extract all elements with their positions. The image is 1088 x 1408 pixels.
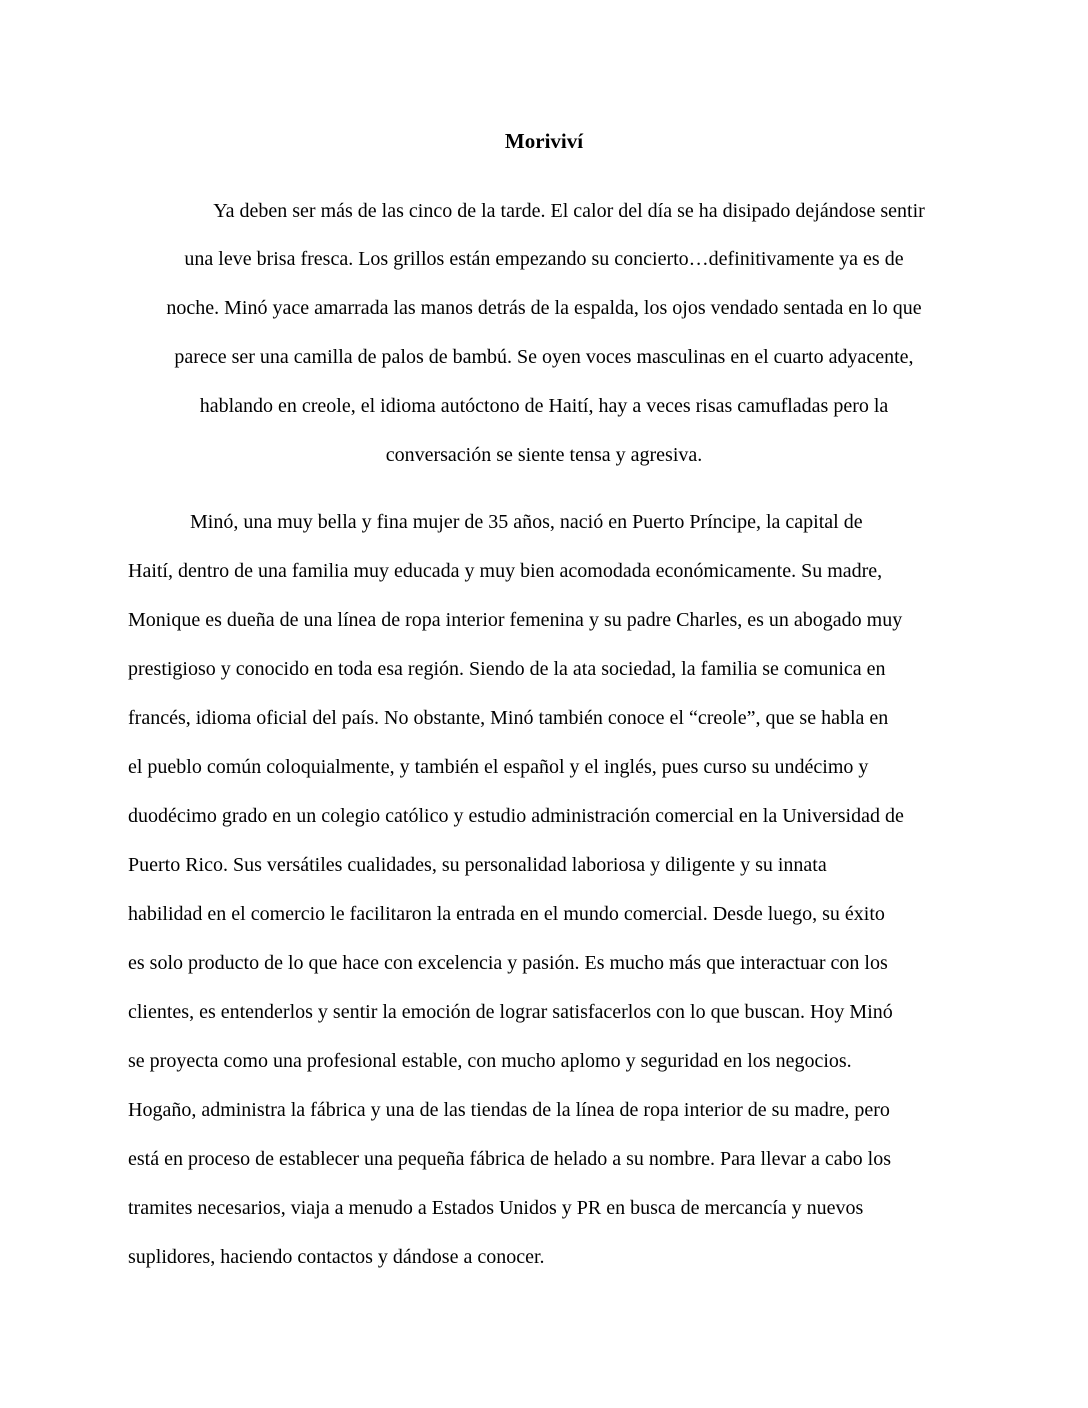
paragraph-2-line-12: se proyecta como una profesional estable, con mucho aplomo y seguridad en los negocios. — [128, 1050, 852, 1072]
paragraph-2-line-16: suplidores, haciendo contactos y dándose a conocer. — [128, 1246, 545, 1268]
paragraph-2-line-1: Minó, una muy bella y fina mujer de 35 años, nació en Puerto Príncipe, la capital de — [190, 511, 863, 533]
paragraph-2-line-3: Monique es dueña de una línea de ropa interior femenina y su padre Charles, es un abogado muy — [128, 609, 903, 631]
paragraph-1-line-3: noche. Minó yace amarrada las manos detrás de la espalda, los ojos vendado sentada en lo que — [166, 297, 922, 319]
paragraph-2-line-14: está en proceso de establecer una pequeña fábrica de helado a su nombre. Para llevar a cabo los — [128, 1148, 891, 1170]
paragraph-2-line-7: duodécimo grado en un colegio católico y estudio administración comercial en la Universidad de — [128, 805, 904, 827]
paragraph-1-line-2: una leve brisa fresca. Los grillos están empezando su concierto…definitivamente ya es de — [184, 248, 904, 270]
paragraph-1-line-6: conversación se siente tensa y agresiva. — [385, 444, 703, 466]
document-title: Moriviví — [504, 129, 584, 153]
paragraph-2-line-13: Hogaño, administra la fábrica y una de las tiendas de la línea de ropa interior de su madre, pero — [128, 1099, 890, 1121]
paragraph-1-line-1: Ya deben ser más de las cinco de la tarde. El calor del día se ha disipado dejándose sentir — [213, 200, 925, 222]
paragraph-2-line-5: francés, idioma oficial del país. No obstante, Minó también conoce el “creole”, que se habla en — [128, 707, 889, 729]
paragraph-2-line-10: es solo producto de lo que hace con excelencia y pasión. Es mucho más que interactuar con los — [128, 952, 888, 974]
paragraph-2-line-11: clientes, es entenderlos y sentir la emoción de lograr satisfacerlos con lo que buscan. Hoy Minó — [128, 1001, 893, 1023]
paragraph-2-line-2: Haití, dentro de una familia muy educada y muy bien acomodada económicamente. Su madre, — [128, 560, 883, 582]
paragraph-1-line-4: parece ser una camilla de palos de bambú. Se oyen voces masculinas en el cuarto adyacente, — [174, 346, 914, 368]
paragraph-2-line-15: tramites necesarios, viaja a menudo a Estados Unidos y PR en busca de mercancía y nuevos — [128, 1197, 864, 1219]
paragraph-2-line-9: habilidad en el comercio le facilitaron la entrada en el mundo comercial. Desde luego, su éxito — [128, 903, 885, 925]
paragraph-2-line-4: prestigioso y conocido en toda esa región. Siendo de la ata sociedad, la familia se comunica en — [128, 658, 886, 680]
paragraph-2-line-8: Puerto Rico. Sus versátiles cualidades, su personalidad laboriosa y diligente y su innata — [128, 854, 827, 876]
paragraph-2-line-6: el pueblo común coloquialmente, y también el español y el inglés, pues curso su undécimo y — [128, 756, 869, 778]
paragraph-1-line-5: hablando en creole, el idioma autóctono de Haití, hay a veces risas camufladas pero la — [199, 395, 889, 417]
